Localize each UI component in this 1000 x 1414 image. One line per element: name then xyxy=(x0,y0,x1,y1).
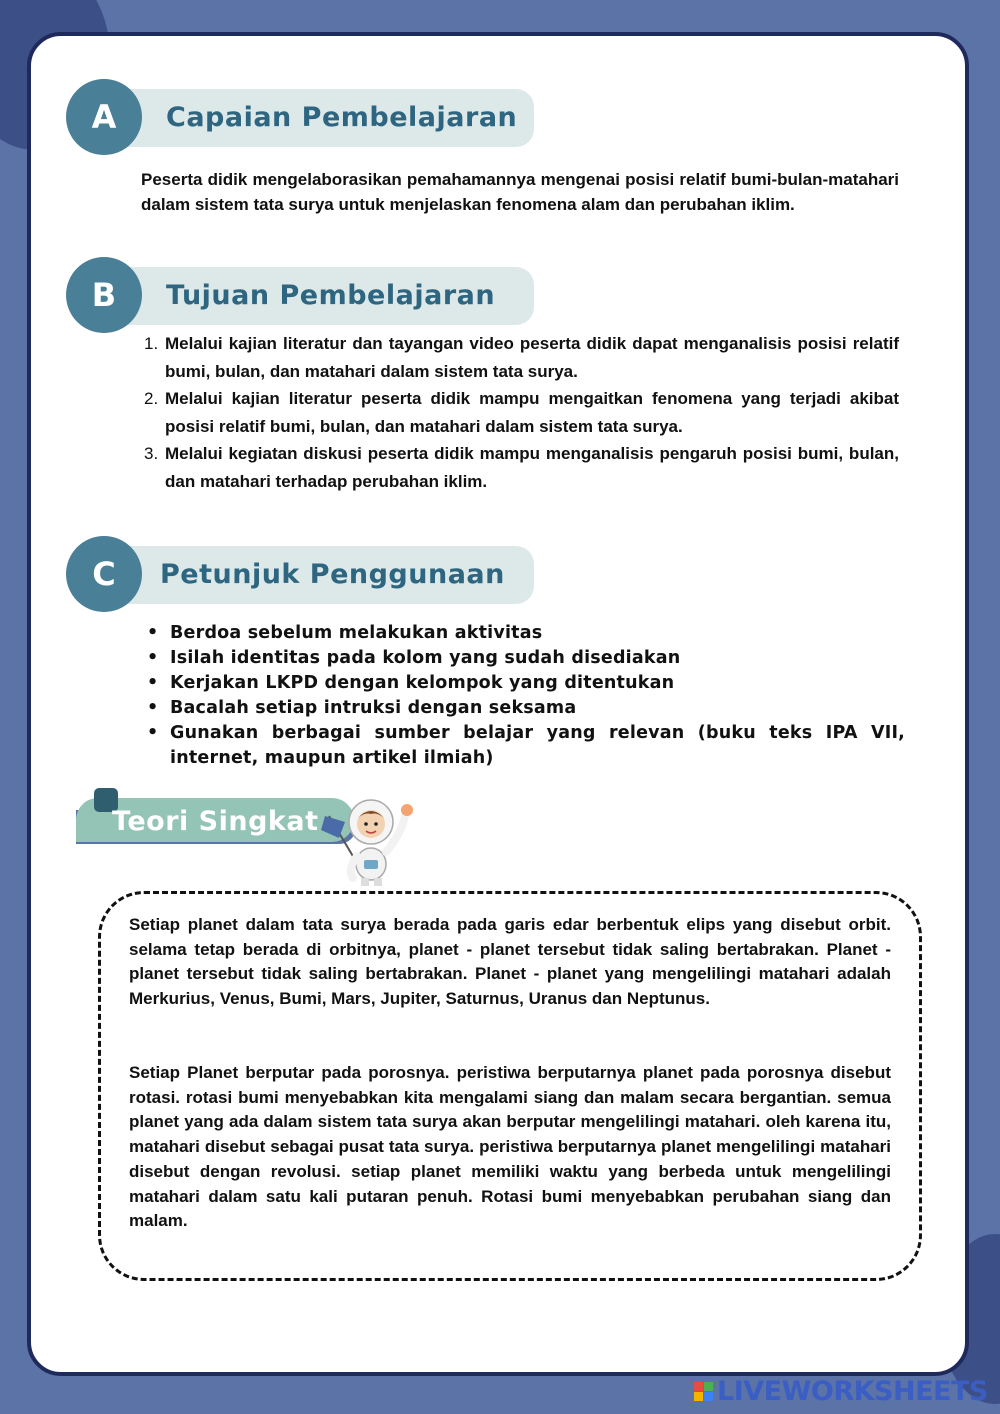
instruction-item xyxy=(147,671,905,696)
section-c-badge: C xyxy=(66,536,142,612)
goal-number: 2. xyxy=(144,389,159,408)
logo-letter-v xyxy=(694,1392,703,1401)
liveworksheets-logo xyxy=(694,1376,988,1406)
goal-item xyxy=(141,440,899,495)
goal-item xyxy=(141,385,899,440)
section-b-header xyxy=(66,257,536,333)
instruction-text: Isilah identitas pada kolom yang sudah disediakan xyxy=(170,648,681,668)
instruction-item xyxy=(147,721,905,771)
capaian-text: Peserta didik mengelaborasikan pemahamannya mengenai posisi relatif bumi-bulan-matahari dalam sistem tata surya untuk menjelaskan fenomena alam dan perubahan iklim. xyxy=(141,170,899,214)
logo-text: LIVEWORKSHEETS xyxy=(717,1375,988,1407)
goal-number: 1. xyxy=(144,334,159,353)
teori-header xyxy=(76,786,436,886)
logo-letter-i xyxy=(704,1382,713,1391)
instruction-text: Gunakan berbagai sumber belajar yang relevan (buku teks IPA VII, internet, maupun artikel ilmiah) xyxy=(170,723,905,768)
bullet-icon: • xyxy=(147,698,159,718)
instruction-item xyxy=(147,621,905,646)
goal-item xyxy=(141,330,899,385)
section-b-title: Tujuan Pembelajaran xyxy=(166,280,496,311)
theory-paragraph-1: Setiap planet dalam tata surya berada pada garis edar berbentuk elips yang disebut orbit. selama tetap berada di orbitnya, planet - planet tersebut tidak saling bertabrakan. Planet - planet tersebut tidak saling bertabrakan. Planet - planet yang mengelilingi matahari adalah Merkurius, Venus, Bumi, Mars, Jupiter, Saturnus, Uranus dan Neptunus. xyxy=(129,915,891,1009)
section-a-header xyxy=(66,79,536,155)
bullet-icon: • xyxy=(147,673,159,693)
teori-title: Teori Singkat xyxy=(112,806,319,837)
instruction-text: Bacalah setiap intruksi dengan seksama xyxy=(170,698,577,718)
instructions-list xyxy=(147,621,905,771)
logo-letter-e xyxy=(704,1392,713,1401)
instruction-item xyxy=(147,696,905,721)
goals-list xyxy=(141,330,899,495)
goal-number: 3. xyxy=(144,444,159,463)
goal-text: Melalui kajian literatur dan tayangan video peserta didik dapat menganalisis posisi relatif bumi, bulan, dan matahari dalam sistem tata surya. xyxy=(165,334,899,381)
goal-text: Melalui kegiatan diskusi peserta didik mampu menganalisis pengaruh posisi bumi, bulan, dan matahari terhadap perubahan iklim. xyxy=(165,444,899,491)
theory-paragraph-2: Setiap Planet berputar pada porosnya. peristiwa berputarnya planet pada porosnya disebut rotasi. rotasi bumi menyebabkan kita mengalami siang dan malam secara bergantian. semua planet yang ada dalam sistem tata surya akan berputar mengelilingi matahari. oleh karena itu, matahari disebut sebagai pusat tata surya. peristiwa berputarnya planet mengelilingi matahari disebut dengan revolusi. setiap planet memiliki waktu yang berbeda untuk mengelilingi matahari dalam satu kali putaran penuh. Rotasi bumi menyebabkan perubahan siang dan malam. xyxy=(129,1063,891,1231)
section-b-badge: B xyxy=(66,257,142,333)
instruction-text: Berdoa sebelum melakukan aktivitas xyxy=(170,623,543,643)
section-a-badge: A xyxy=(66,79,142,155)
logo-grid-icon xyxy=(694,1382,713,1401)
section-c-header xyxy=(66,536,536,612)
instruction-text: Kerjakan LKPD dengan kelompok yang ditentukan xyxy=(170,673,675,693)
goal-text: Melalui kajian literatur peserta didik mampu mengaitkan fenomena yang terjadi akibat posisi relatif bumi, bulan, dan matahari dalam sistem tata surya. xyxy=(165,389,899,436)
section-c-title: Petunjuk Penggunaan xyxy=(160,559,505,590)
instruction-item xyxy=(147,646,905,671)
bullet-icon: • xyxy=(147,623,159,643)
section-a-title: Capaian Pembelajaran xyxy=(166,102,518,133)
logo-letter-l xyxy=(694,1382,703,1391)
astronaut-icon xyxy=(319,786,429,886)
bullet-icon: • xyxy=(147,648,159,668)
bullet-icon: • xyxy=(147,723,159,743)
